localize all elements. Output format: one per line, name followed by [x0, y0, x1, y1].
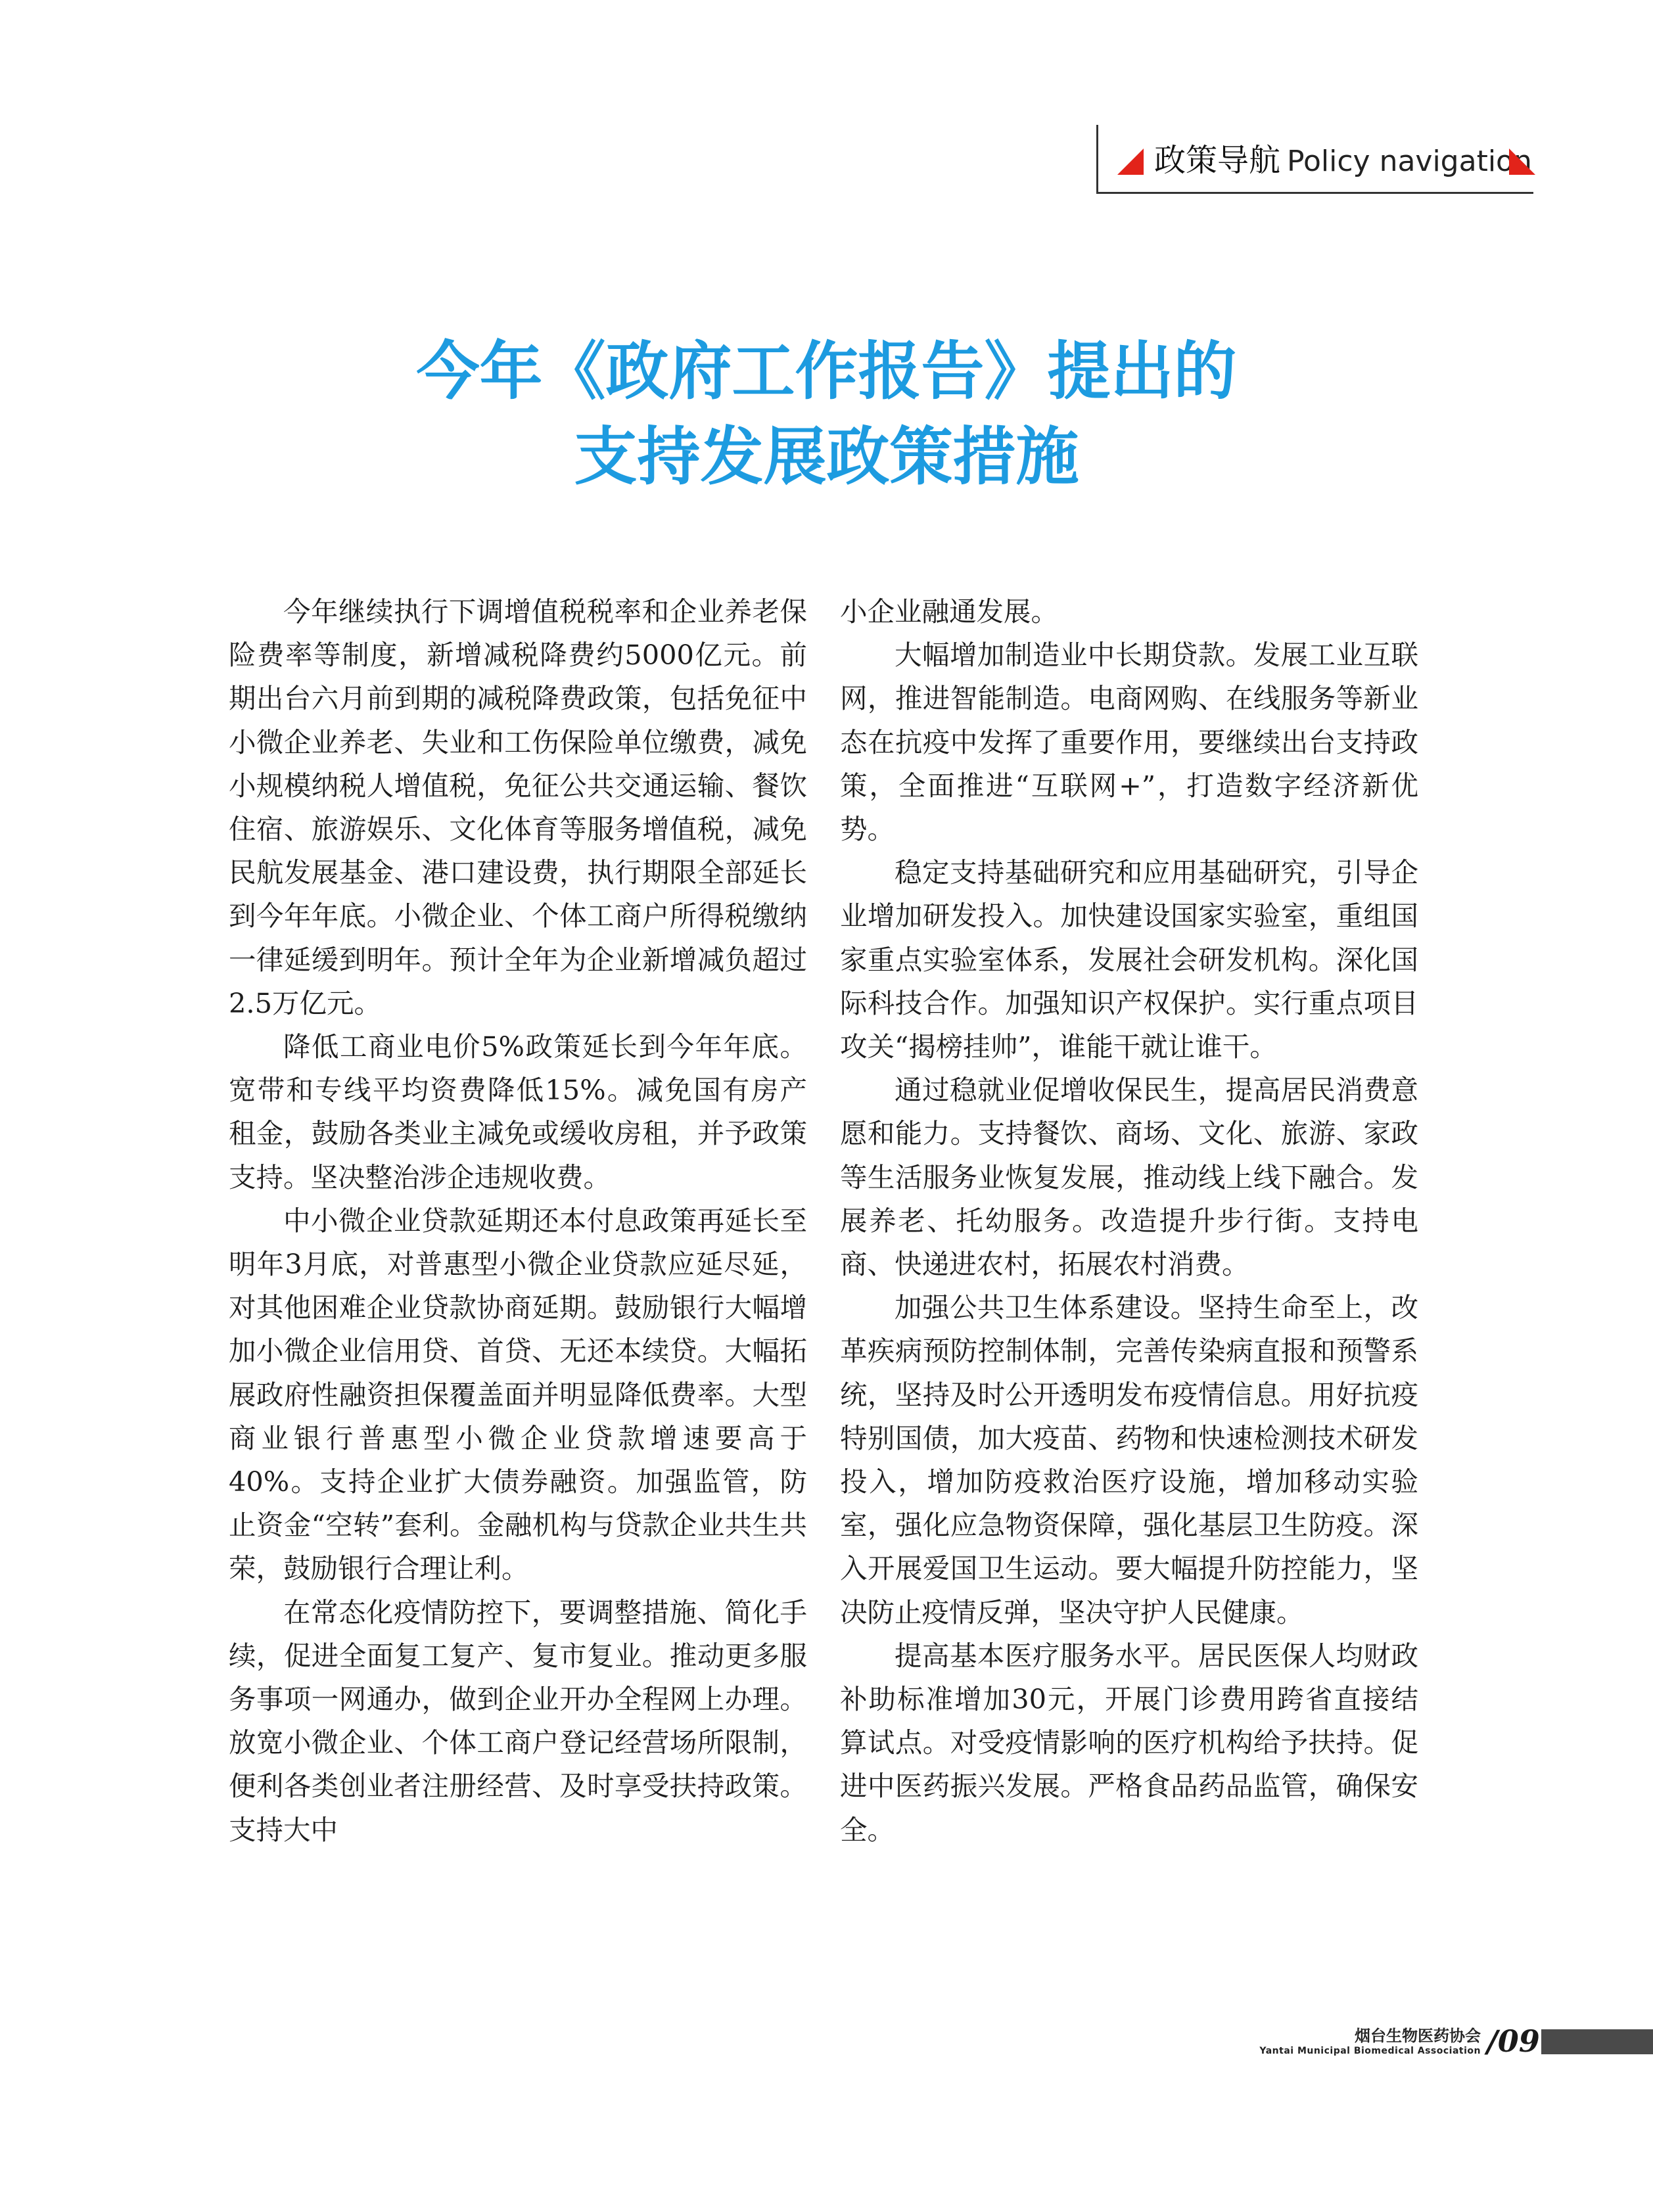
paragraph: 中小微企业贷款延期还本付息政策再延长至明年3月底，对普惠型小微企业贷款应延尽延，对其他困难企业贷款协商延期。鼓励银行大幅增加小微企业信用贷、首贷、无还本续贷。大幅拓展政府性融资担保覆盖面并明显降低费率。大型商业银行普惠型小微企业贷款增速要高于40%。支持企业扩大债券融资。加强监管，防止资金“空转”套利。金融机构与贷款企业共生共荣，鼓励银行合理让利。: [229, 1204, 807, 1585]
section-header: [1096, 125, 1556, 197]
footer-org-cn: 烟台生物医药协会: [1355, 2027, 1481, 2045]
title-line-2: 支持发展政策措施: [574, 420, 1079, 494]
paragraph: 提高基本医疗服务水平。居民医保人均财政补助标准增加30元，开展门诊费用跨省直接结算试点。对受疫情影响的医疗机构给予扶持。促进中医药振兴发展。严格食品药品监管，确保安全。: [840, 1639, 1418, 1846]
paragraph: 大幅增加制造业中长期贷款。发展工业互联网，推进智能制造。电商网购、在线服务等新业态在抗疫中发挥了重要作用，要继续出台支持政策，全面推进“互联网+”，打造数字经济新优势。: [840, 639, 1418, 846]
paragraph: 稳定支持基础研究和应用基础研究，引导企业增加研发投入。加快建设国家实验室，重组国家重点实验室体系，发展社会研发机构。深化国际科技合作。加强知识产权保护。实行重点项目攻关“揭榜挂帅”，谁能干就让谁干。: [840, 856, 1418, 1063]
article-column-left: [229, 590, 807, 1852]
header-horizontal-rule: [1096, 192, 1533, 194]
section-label-cn: 政策导航: [1154, 142, 1281, 179]
footer-org-en: Yantai Municipal Biomedical Association: [1259, 2046, 1481, 2056]
section-label-en: Policy navigation: [1287, 145, 1532, 178]
paragraph-continued: 小企业融通发展。: [840, 595, 1059, 628]
page-number: /09: [1487, 2023, 1540, 2059]
paragraph: 通过稳就业促增收保民生，提高居民消费意愿和能力。支持餐饮、商场、文化、旅游、家政等生活服务业恢复发展，推动线上线下融合。发展养老、托幼服务。改造提升步行街。支持电商、快递进农村，拓展农村消费。: [840, 1074, 1418, 1281]
paragraph: 加强公共卫生体系建设。坚持生命至上，改革疾病预防控制体制，完善传染病直报和预警系统，坚持及时公开透明发布疫情信息。用好抗疫特别国债，加大疫苗、药物和快速检测技术研发投入，增加防疫救治医疗设施，增加移动实验室，强化应急物资保障，强化基层卫生防疫。深入开展爱国卫生运动。要大幅提升防控能力，坚决防止疫情反弹，坚决守护人民健康。: [840, 1291, 1418, 1628]
title-line-1: 今年《政府工作报告》提出的: [416, 334, 1237, 408]
article-column-right: [840, 590, 1418, 1852]
footer-organization: [1259, 2027, 1481, 2057]
page-footer: [0, 2024, 1653, 2063]
red-triangle-right-icon: [1509, 149, 1535, 175]
header-vertical-rule: [1096, 125, 1098, 194]
paragraph: 降低工商业电价5%政策延长到今年年底。宽带和专线平均资费降低15%。减免国有房产租金，鼓励各类业主减免或缓收房租，并予政策支持。坚决整治涉企违规收费。: [229, 1030, 807, 1193]
section-label: [1154, 141, 1532, 181]
paragraph: 在常态化疫情防控下，要调整措施、简化手续，促进全面复工复产、复市复业。推动更多服务事项一网通办，做到企业开办全程网上办理。放宽小微企业、个体工商户登记经营场所限制，便利各类创业者注册经营、及时享受扶持政策。支持大中: [229, 1596, 807, 1846]
article-title: [0, 329, 1653, 499]
red-triangle-left-icon: [1117, 149, 1144, 175]
footer-bar: [1541, 2029, 1653, 2054]
paragraph: 今年继续执行下调增值税税率和企业养老保险费率等制度，新增减税降费约5000亿元。前期出台六月前到期的减税降费政策，包括免征中小微企业养老、失业和工伤保险单位缴费，减免小规模纳税人增值税，免征公共交通运输、餐饮住宿、旅游娱乐、文化体育等服务增值税，减免民航发展基金、港口建设费，执行期限全部延长到今年年底。小微企业、个体工商户所得税缴纳一律延缓到明年。预计全年为企业新增减负超过2.5万亿元。: [229, 595, 807, 1019]
